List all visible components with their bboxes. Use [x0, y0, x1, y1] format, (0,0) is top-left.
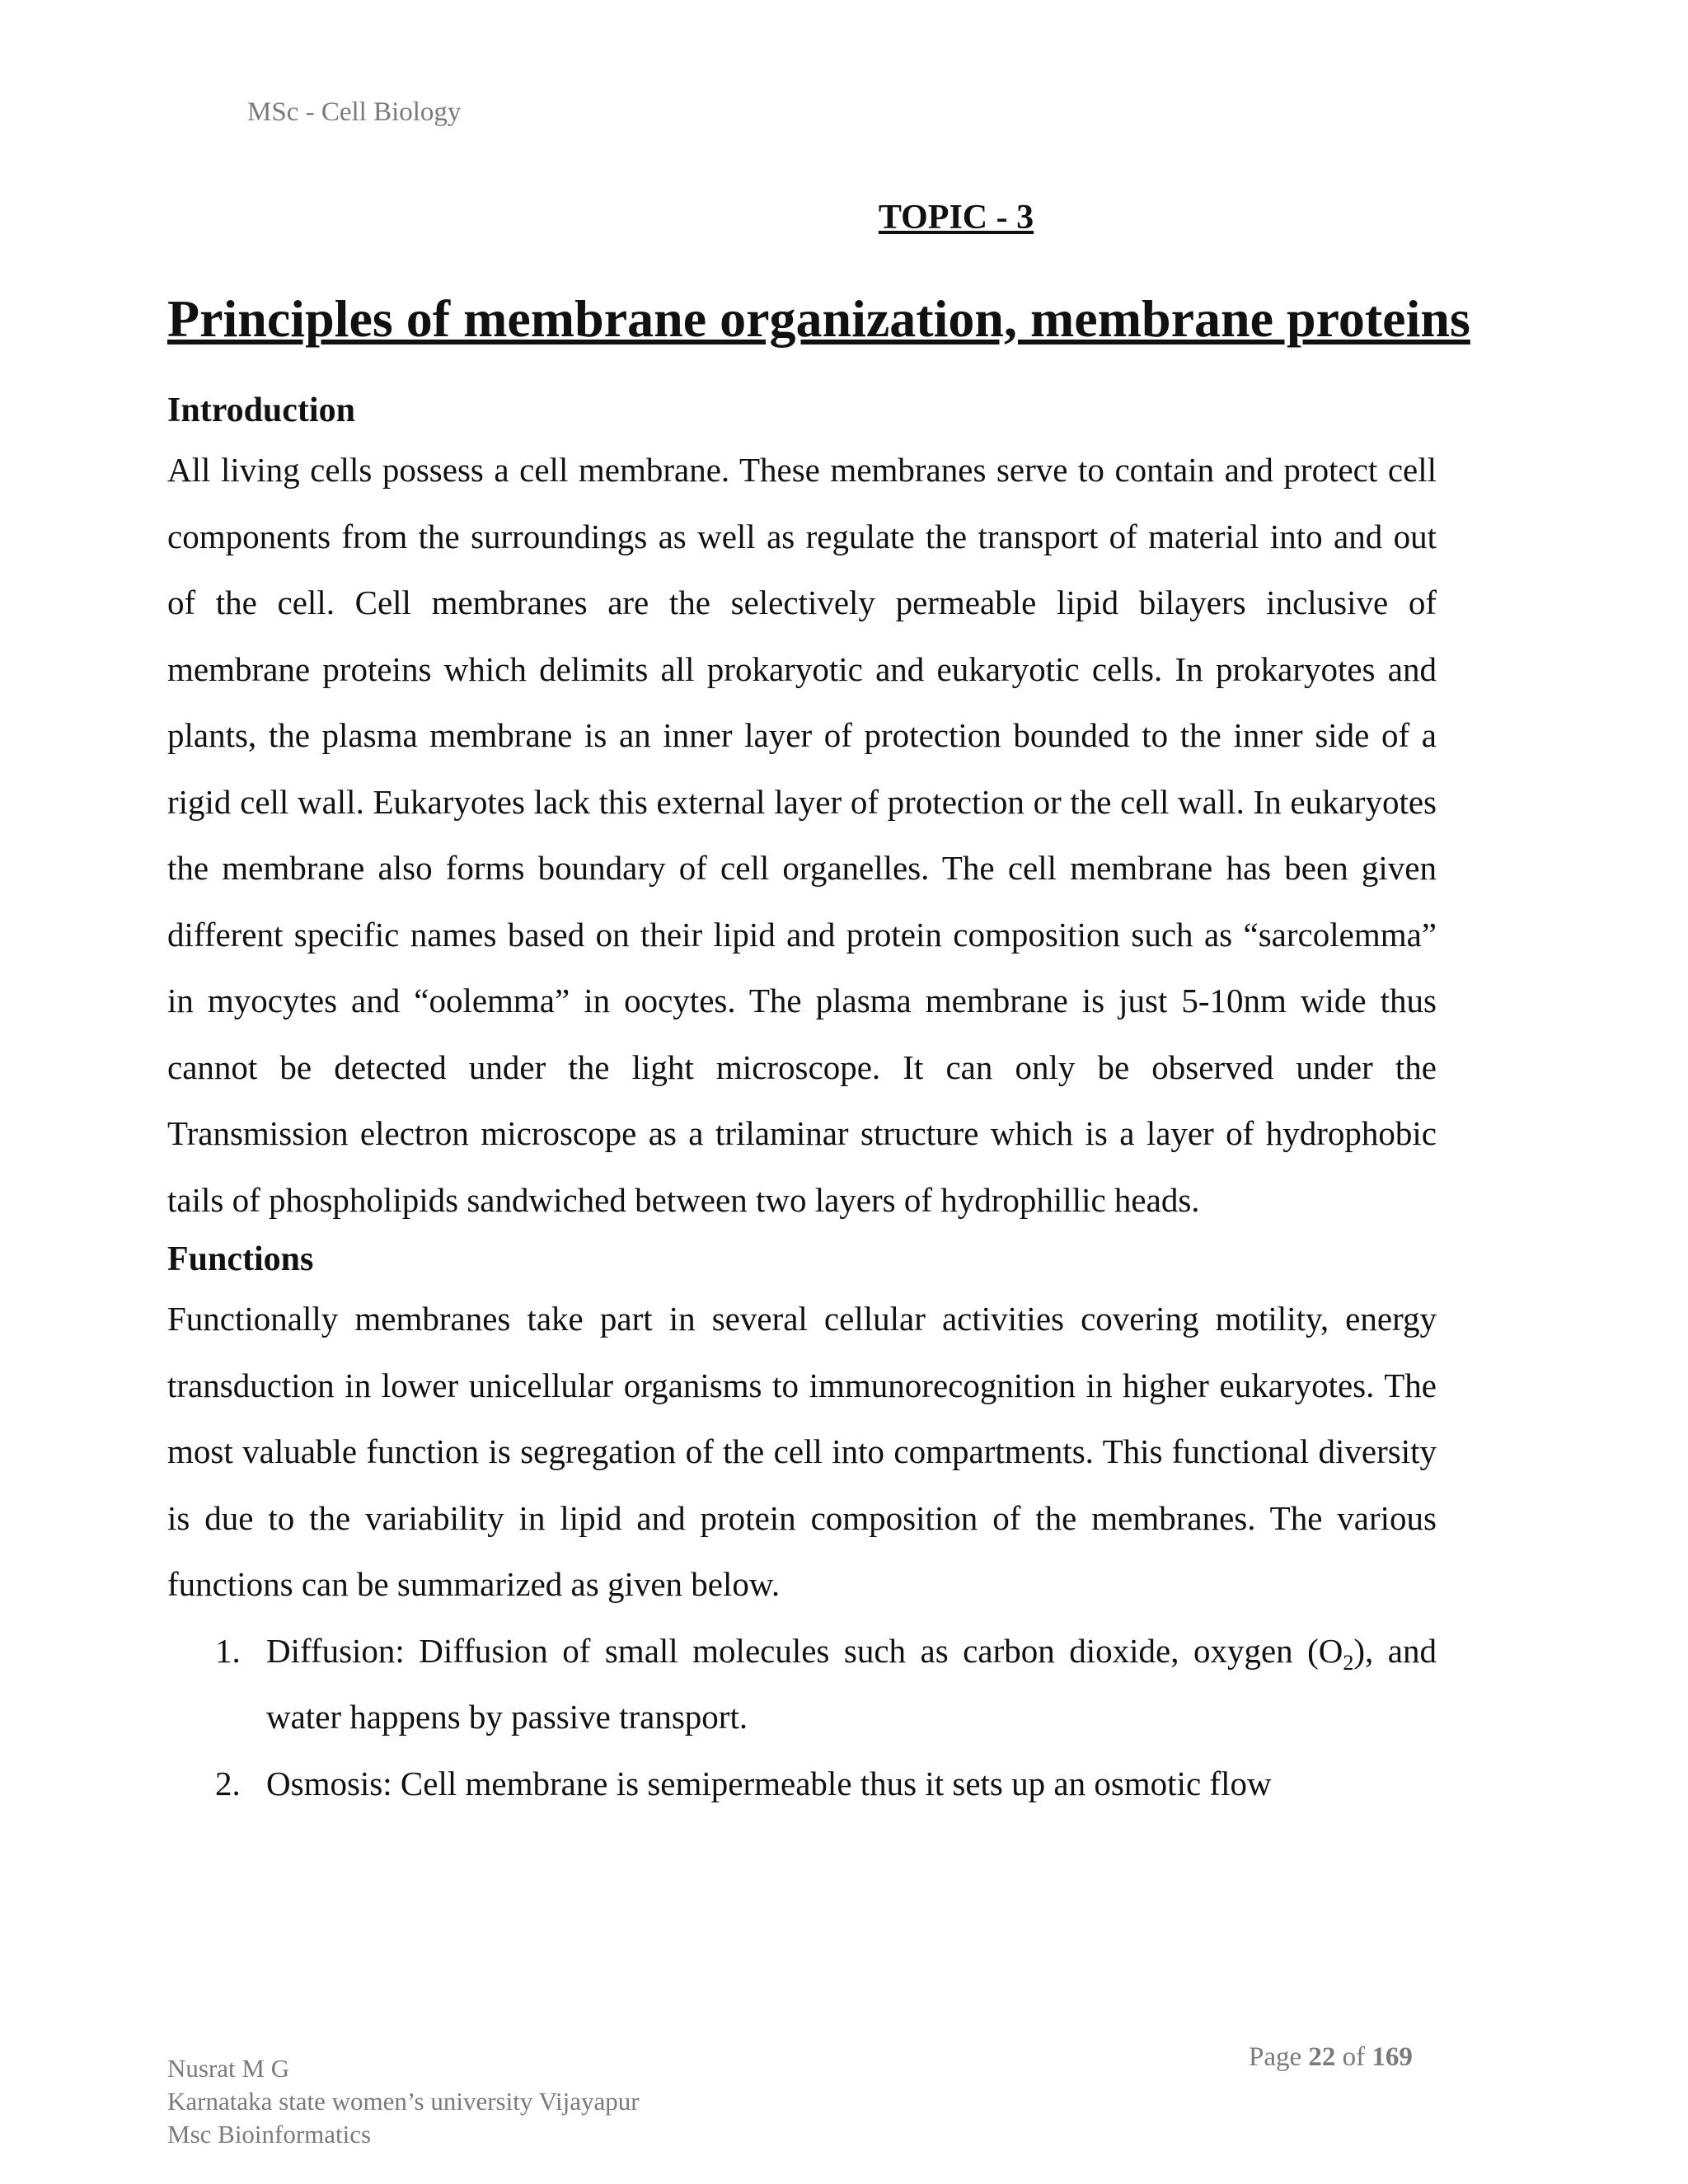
- footer-institution: Karnataka state women’s university Vijayapur: [167, 2087, 640, 2116]
- page-number: [1249, 2042, 1413, 2073]
- page-title: Principles of membrane organization, membrane proteins: [167, 289, 1470, 348]
- list-item: [167, 1618, 1437, 1750]
- list-item-number: 2.: [215, 1764, 241, 1802]
- page-of: of: [1342, 2042, 1366, 2072]
- list-item-number: 1.: [215, 1631, 241, 1670]
- footer-program: Msc Bioinformatics: [167, 2120, 372, 2149]
- list-item-text-after: ), and water happens by passive transport.: [266, 1631, 1437, 1736]
- introduction-paragraph: All living cells possess a cell membrane. These membranes serve to contain and protect cell components from the surroundings as well as regulate the transport of material into and out of the cell. Cell membranes are the selectively permeable lipid bilayers inclusive of membrane proteins which delimits all prokaryotic and eukaryotic cells. In prokaryotes and plants, the plasma membrane is an inner layer of protection bounded to the inner side of a rigid cell wall. Eukaryotes lack this external layer of protection or the cell wall. In eukaryotes the membrane also forms boundary of cell organelles. The cell membrane has been given different specific names based on their lipid and protein composition such as “sarcolemma” in myocytes and “oolemma” in oocytes. The plasma membrane is just 5-10nm wide thus cannot be detected under the light microscope. It can only be observed under the Transmission electron microscope as a trilaminar structure which is a layer of hydrophobic tails of phospholipids sandwiched between two layers of hydrophillic heads.: [167, 451, 1437, 1219]
- document-body: [167, 384, 1437, 1816]
- introduction-heading: Introduction: [167, 391, 355, 429]
- topic-label: TOPIC - 3: [878, 199, 1034, 237]
- functions-paragraph: Functionally membranes take part in several cellular activities covering motility, energy transduction in lower unicellular organisms to immunorecognition in higher eukaryotes. The most valuable function is segregation of the cell into compartments. This functional diversity is due to the variability in lipid and protein composition of the membranes. The various functions can be summarized as given below.: [167, 1300, 1437, 1603]
- page-current: 22: [1308, 2042, 1336, 2072]
- page-total: 169: [1372, 2042, 1413, 2072]
- subscript: 2: [1343, 1650, 1354, 1675]
- page-prefix: Page: [1249, 2042, 1302, 2072]
- running-header: MSc - Cell Biology: [247, 97, 462, 127]
- footer-author: Nusrat M G: [167, 2054, 290, 2083]
- functions-heading: Functions: [167, 1240, 314, 1278]
- list-item-text: Osmosis: Cell membrane is semipermeable thus it sets up an osmotic flow: [266, 1764, 1272, 1802]
- list-item-text: Diffusion: Diffusion of small molecules such as carbon dioxide, oxygen (O: [266, 1631, 1343, 1670]
- list-item: [167, 1750, 1437, 1817]
- footer-author-block: [167, 2052, 640, 2151]
- functions-list: [167, 1618, 1437, 1817]
